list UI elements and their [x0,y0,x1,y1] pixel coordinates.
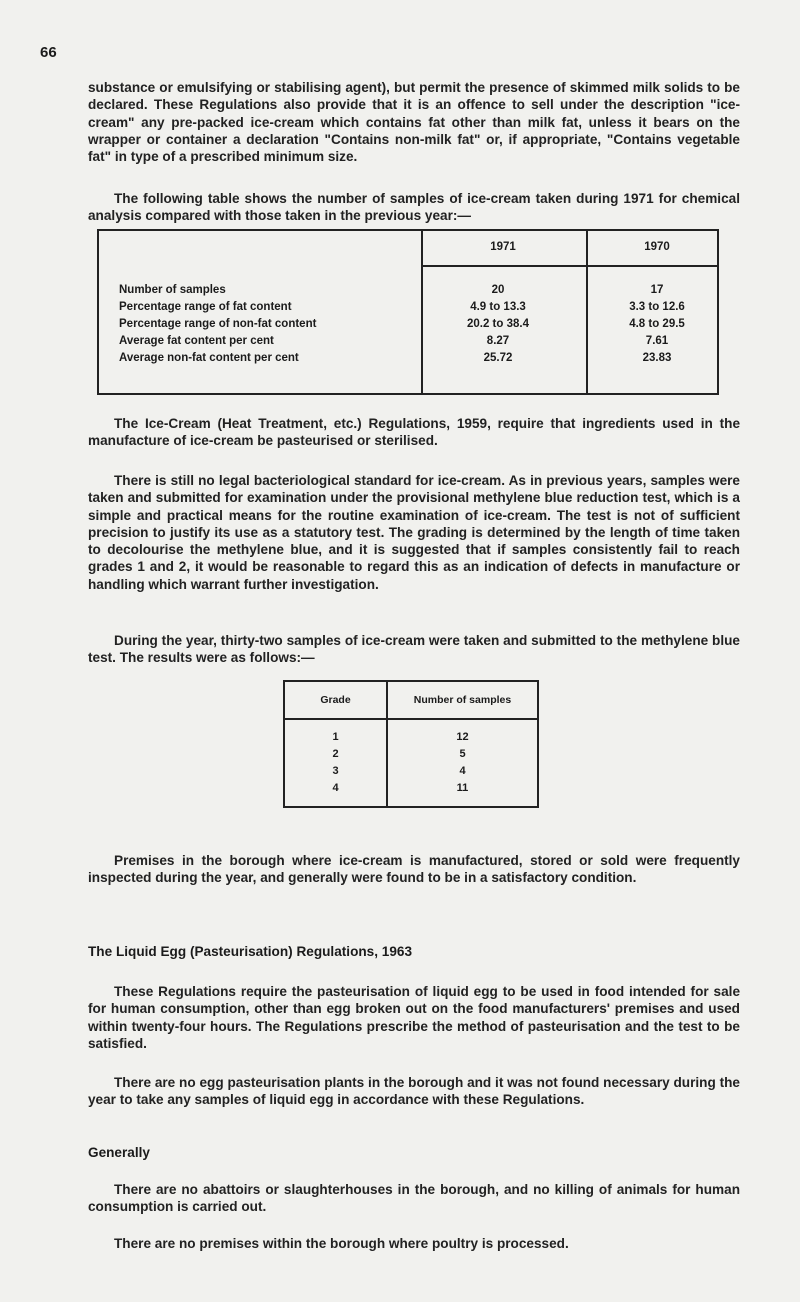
section-heading-liquid-egg: The Liquid Egg (Pasteurisation) Regulations, 1963 [88,944,413,959]
paragraph-abattoirs: There are no abattoirs or slaughterhouses in the borough, and no killing of animals for human consumption is carried out. [88,1182,740,1215]
paragraph-egg-pasteurisation-plants: There are no egg pasteurisation plants in the borough and it was not found necessary during the year to take any samples of liquid egg in accordance with these Regulations. [88,1075,740,1108]
paragraph-poultry: There are no premises within the borough where poultry is processed. [114,1236,569,1251]
row-label: Percentage range of non-fat content [119,318,317,330]
cell-count: 12 [456,731,469,743]
cell-1971: 25.72 [483,352,513,364]
cell-1970: 23.83 [642,352,672,364]
cell-grade: 3 [332,765,339,777]
paragraph-liquid-egg-regulations: These Regulations require the pasteurisation of liquid egg to be used in food intended for sale for human consumption, other than egg broken out on the food manufacturers' premises and used within twenty-four hours. The Regulations prescribe the method of pasteurisation and the test to be satisfied. [88,984,740,1051]
paragraph-methylene-blue-results: During the year, thirty-two samples of ice-cream were taken and submitted to the methylene blue test. The results were as follows:— [88,633,740,666]
cell-grade: 4 [332,782,339,794]
page-number: 66 [40,44,57,61]
column-header-number-of-samples: Number of samples [413,694,512,706]
row-label: Average fat content per cent [119,335,274,347]
section-heading-generally: Generally [88,1145,150,1160]
cell-1971: 4.9 to 13.3 [470,301,526,313]
row-label: Average non-fat content per cent [119,352,299,364]
methylene-blue-grade-table [283,680,539,808]
cell-1970: 17 [650,284,664,296]
cell-grade: 1 [332,731,339,743]
table-header-rule [285,718,537,720]
paragraph-bacteriological-standard: There is still no legal bacteriological standard for ice-cream. As in previous years, samples were taken and submitted for examination under the provisional methylene blue reduction test, which is a simple and practical means for the routine examination of ice-cream. The test is not of sufficient precision to justify its use as a statutory test. The grading is determined by the length of time taken to decolourise the methylene blue, and it is suggested that if samples consistently fail to reach grades 1 and 2, it would be reasonable to regard this as an indication of defects in manufacture or handling which warrant further investigation. [88,473,740,592]
cell-1970: 4.8 to 29.5 [629,318,685,330]
table-header-rule [421,265,717,267]
cell-count: 11 [456,782,469,794]
paragraph-heat-treatment: The Ice-Cream (Heat Treatment, etc.) Regulations, 1959, require that ingredients used in the manufacture of ice-cream be pasteurised or sterilised. [88,416,740,449]
row-label: Number of samples [119,284,226,296]
cell-1970: 3.3 to 12.6 [629,301,685,313]
cell-grade: 2 [332,748,339,760]
column-header-1971: 1971 [490,241,516,253]
paragraph-table-intro: The following table shows the number of samples of ice-cream taken during 1971 for chemical analysis compared with those taken in the previous year:— [88,191,740,224]
table-divider [421,231,423,393]
row-label: Percentage range of fat content [119,301,292,313]
cell-1971: 8.27 [486,335,510,347]
cell-1970: 7.61 [645,335,669,347]
paragraph-regulations-intro: substance or emulsifying or stabilising agent), but permit the presence of skimmed milk solids to be declared. These Regulations also provide that it is an offence to sell under the description "ice-cream" any pre-packed ice-cream which contains fat other than milk fat, unless it bears on the wrapper or container a declaration "Contains non-milk fat" or, if appropriate, "Contains vegetable fat" in type of a prescribed minimum size. [88,80,740,165]
column-header-1970: 1970 [644,241,670,253]
cell-count: 4 [459,765,466,777]
cell-count: 5 [459,748,466,760]
cell-1971: 20.2 to 38.4 [466,318,529,330]
column-header-grade: Grade [320,694,351,706]
paragraph-premises-inspection: Premises in the borough where ice-cream is manufactured, stored or sold were frequently inspected during the year, and generally were found to be in a satisfactory condition. [88,853,740,886]
cell-1971: 20 [491,284,505,296]
table-divider [586,231,588,393]
chemical-analysis-table [97,229,719,395]
